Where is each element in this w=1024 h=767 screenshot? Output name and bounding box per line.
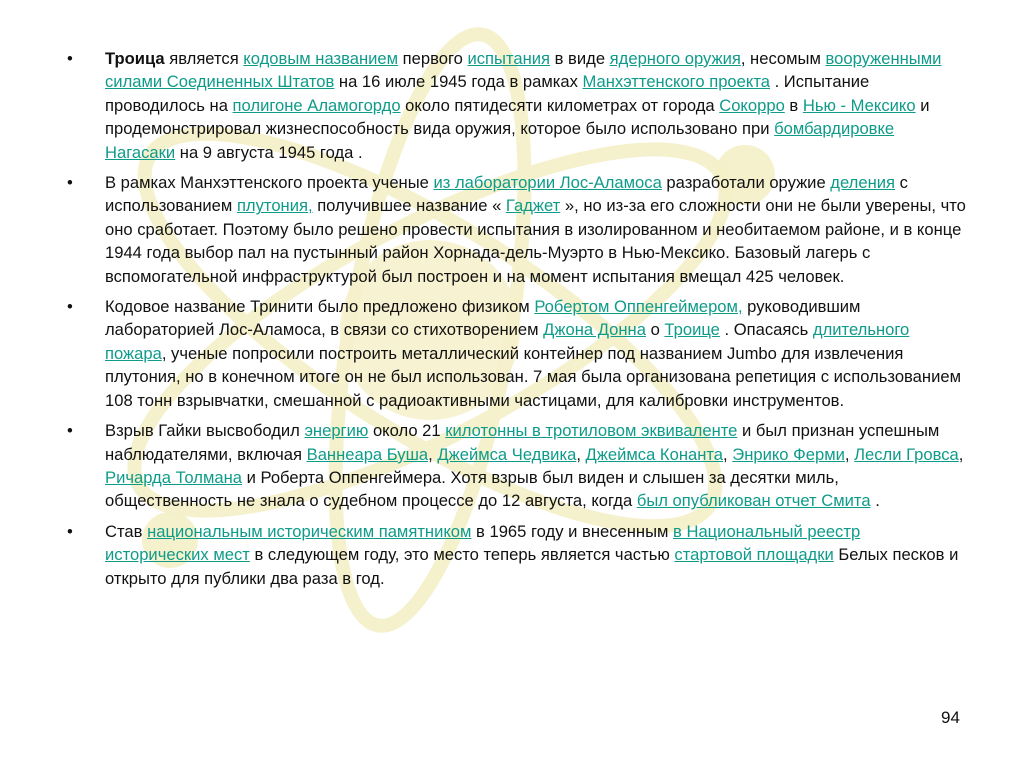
bold-term: Троица [105,49,165,68]
text-run: Взрыв Гайки высвободил [105,421,305,441]
inline-link[interactable]: из лаборатории Лос-Аламоса [433,173,662,193]
inline-link[interactable]: плутония, [236,196,313,216]
inline-link[interactable]: энергию [304,421,369,441]
inline-link[interactable]: Ричарда Толмана [105,467,242,487]
text-run: , ученые попросили построить металлический контейнер под названием Jumbo для извлечения плутония, но в конечном итоге он не был использован. 7 мая была организована репетиция с использованием 108 тонн взрывчатки, смешанной с радиоактивными частицами, для калибровки инструментов. [105,343,961,410]
text-run: , [958,444,964,464]
text-run: о [645,320,665,340]
text-run: . [870,491,880,511]
text-run: разработали оружие [661,173,831,193]
inline-link[interactable]: Гаджет [505,196,561,216]
text-run: в 1965 году и внесенным [471,521,674,541]
bullet-marker: • [67,297,73,317]
bullet-item [67,171,967,288]
text-run: Кодовое название Тринити было предложено физиком [105,297,535,317]
inline-link[interactable]: в Национальный реестр исторических мест [105,521,861,565]
text-run: около пятидесяти километрах от города [400,95,720,115]
inline-link[interactable]: Джеймса Конанта [585,444,724,464]
inline-link[interactable]: Лесли Гровса [854,444,959,464]
bullet-item [67,295,967,412]
text-run: , несомым [740,49,826,68]
text-run: . Испытание проводилось на [105,72,870,115]
inline-link[interactable]: бомбардировке Нагасаки [105,119,895,162]
inline-link[interactable]: вооруженными силами Соединенных Штатов [105,49,942,92]
bullet-list [67,47,967,597]
bullet-item [67,419,967,513]
inline-link[interactable]: Нью - Мексико [802,95,916,115]
inline-link[interactable]: деления [830,173,895,193]
text-run: В рамках Манхэттенского проекта ученые [105,173,434,193]
text-run: », но из-за его сложности они не были уверены, что оно сработает. Поэтому было решено провести испытания в изолированном и необитаемом районе, и в конце 1944 года выбор пал на пустынный район Хорнада-дель-Муэрто в Нью-Мексико. Базовый лагерь с вспомогательной инфраструктурой был построен и на момент испытания вмещал 425 человек. [105,196,966,286]
text-run: , [428,444,438,464]
inline-link[interactable]: национальным историческим памятником [147,521,472,541]
text-run: первого [398,49,468,68]
text-run: , [723,444,733,464]
bullet-item [67,47,967,164]
inline-link[interactable]: Джеймса Чедвика [437,444,577,464]
text-run: в следующем году, это место теперь является частью [249,545,675,565]
text-run: в [784,95,803,115]
bullet-marker: • [67,173,73,193]
bullet-item [67,520,967,590]
bullet-marker: • [67,521,73,541]
inline-link[interactable]: Ваннеара Буша [306,444,429,464]
inline-link[interactable]: Энрико Ферми [732,444,845,464]
text-run: с использованием [105,173,908,216]
text-run: Белых песков и открыто для публики два раза в год. [105,545,959,588]
text-run: и продемонстрировал жизнеспособность вида оружия, которое было использовано при [105,95,930,139]
inline-link[interactable]: кодовым названием [243,49,399,68]
text-run: на 16 июле 1945 года в рамках [334,72,583,92]
bullet-marker: • [67,421,73,441]
page-number: 94 [941,708,960,727]
inline-link[interactable]: килотонны в тротиловом эквиваленте [445,421,738,441]
inline-link[interactable]: был опубликован отчет Смита [636,491,871,511]
text-run: и Роберта Оппенгеймера. Хотя взрыв был виден и слышен за десятки миль, общественность не знала о судебном процессе до 12 августа, когда [105,467,839,511]
text-run: в виде [550,49,610,68]
inline-link[interactable]: Джона Донна [543,320,646,340]
text-run: на 9 августа 1945 года . [175,142,363,162]
text-run: является [164,49,244,68]
text-run: и был признан успешным наблюдателями, включая [105,421,940,464]
inline-link[interactable]: Манхэттенского проекта [582,72,770,92]
inline-link[interactable]: длительного пожара [105,320,910,363]
inline-link[interactable]: испытания [467,49,551,68]
text-run: , [576,444,586,464]
inline-link[interactable]: ядерного оружия [609,49,741,68]
text-run: , [844,444,855,464]
text-run: Став [105,521,148,541]
inline-link[interactable]: Сокорро [719,95,785,115]
inline-link[interactable]: Троице [664,320,720,340]
text-run: около 21 [368,421,446,441]
bullet-marker: • [67,49,73,68]
inline-link[interactable]: Робертом Оппенгеймером, [534,297,743,317]
text-run: . Опасаясь [719,320,813,340]
inline-link[interactable]: стартовой площадки [674,545,834,565]
text-run: руководившим лабораторией Лос-Аламоса, в связи со стихотворением [105,297,861,340]
text-run: получившее название « [312,196,506,216]
inline-link[interactable]: полигоне Аламогордо [232,95,401,115]
